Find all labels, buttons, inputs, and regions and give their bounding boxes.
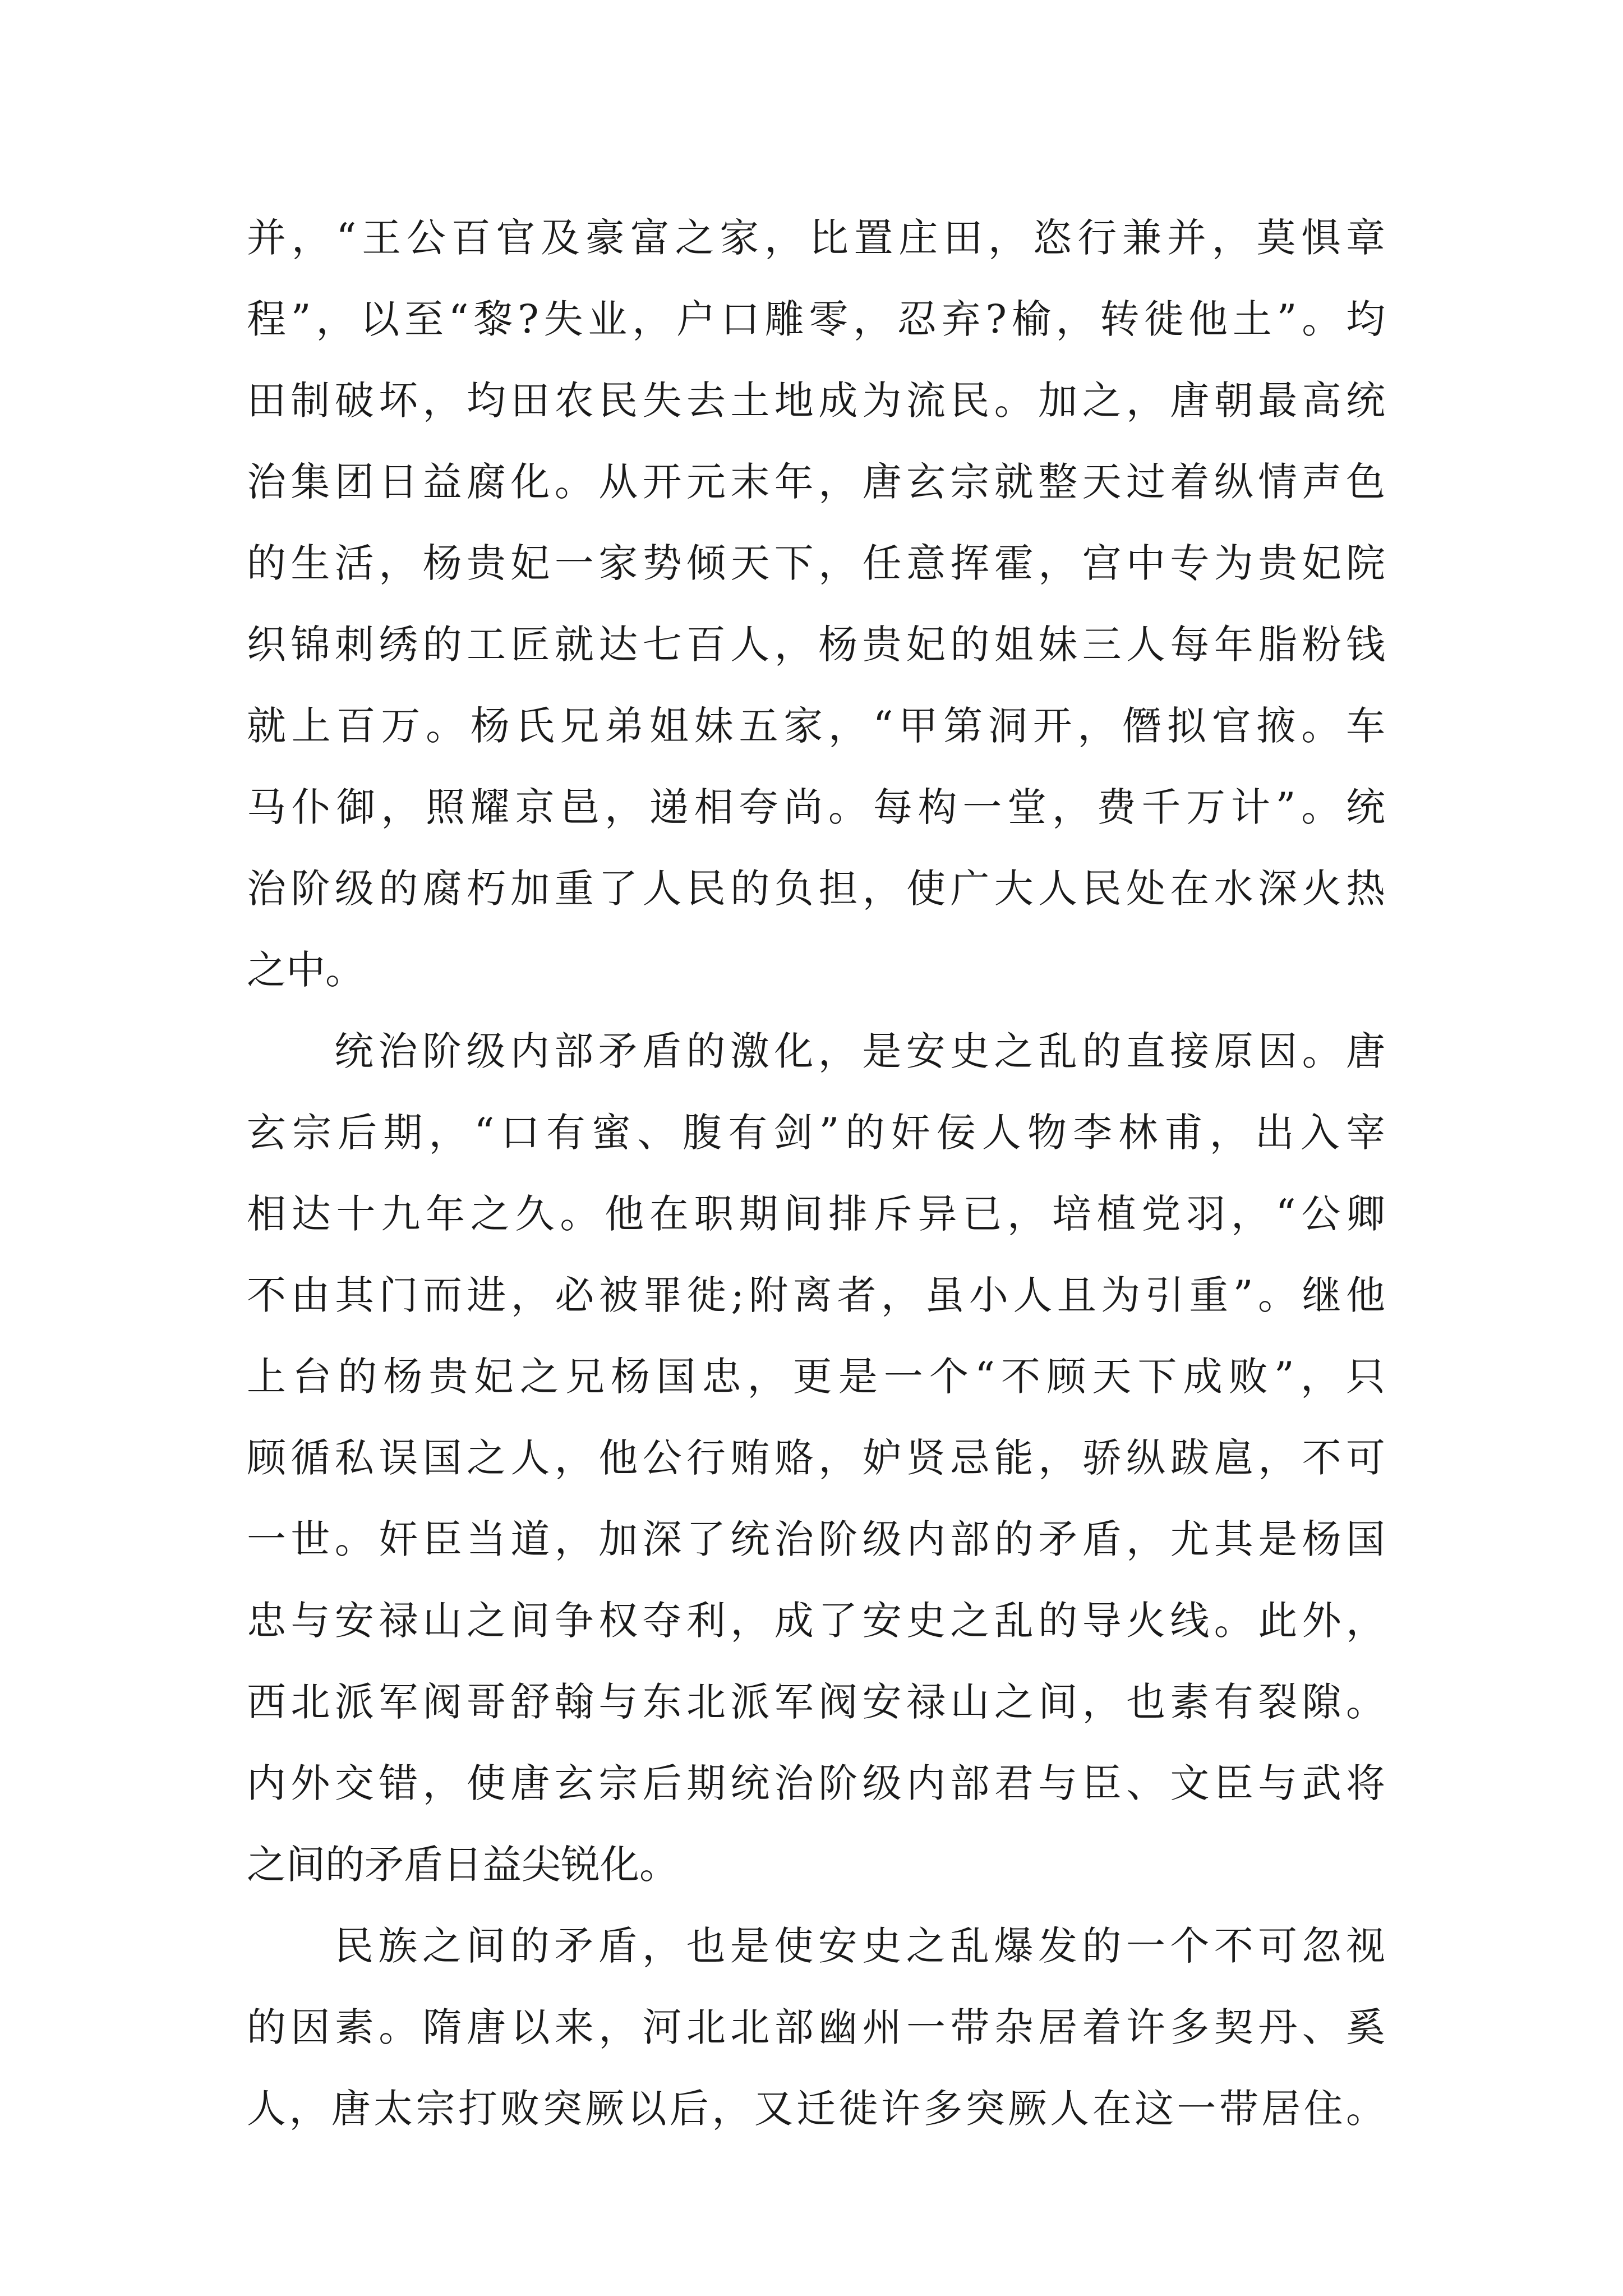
paragraph-1-line-5: 的生活，杨贵妃一家势倾天下，任意挥霍，宫中专为贵妃院 (247, 540, 1385, 586)
paragraph-2-line-2: 玄宗后期，“口有蜜、腹有剑”的奸佞人物李林甫，出入宰 (247, 1110, 1385, 1156)
paragraph-2-line-3: 相达十九年之久。他在职期间排斥异已，培植党羽，“公卿 (247, 1191, 1385, 1237)
paragraph-1-line-7: 就上百万。杨氏兄弟姐妹五家，“甲第洞开，僭拟官掖。车 (247, 703, 1385, 749)
paragraph-1-line-2: 程”，以至“黎?失业，户口雕零，忍弃?榆，转徙他土”。均 (247, 296, 1385, 342)
paragraph-2-line-4: 不由其门而进，必被罪徙;附离者，虽小人且为引重”。继他 (247, 1272, 1385, 1318)
paragraph-1-line-8: 马仆御，照耀京邑，递相夸尚。每构一堂，费千万计”。统 (247, 784, 1385, 830)
paragraph-2-line-8: 忠与安禄山之间争权夺利，成了安史之乱的导火线。此外， (247, 1598, 1385, 1644)
paragraph-2-line-10: 内外交错，使唐玄宗后期统治阶级内部君与臣、文臣与武将 (247, 1760, 1385, 1806)
paragraph-3-line-3: 人，唐太宗打败突厥以后，又迁徙许多突厥人在这一带居住。 (247, 2086, 1385, 2132)
body-text (247, 197, 1385, 2150)
paragraph-1-line-6: 织锦刺绣的工匠就达七百人，杨贵妃的姐妹三人每年脂粉钱 (247, 622, 1385, 668)
paragraph-1-line-4: 治集团日益腐化。从开元末年，唐玄宗就整天过着纵情声色 (247, 459, 1385, 505)
paragraph-2-line-9: 西北派军阀哥舒翰与东北派军阀安禄山之间，也素有裂隙。 (247, 1679, 1385, 1725)
paragraph-1-line-3: 田制破坏，均田农民失去土地成为流民。加之，唐朝最高统 (247, 378, 1385, 424)
paragraph-1-line-1: 并，“王公百官及豪富之家，比置庄田，恣行兼并，莫惧章 (247, 215, 1385, 261)
paragraph-2-line-5: 上台的杨贵妃之兄杨国忠，更是一个“不顾天下成败”，只 (247, 1354, 1385, 1400)
paragraph-2-line-6: 顾循私误国之人，他公行贿赂，妒贤忌能，骄纵跋扈，不可 (247, 1435, 1385, 1481)
paragraph-1-line-9: 治阶级的腐朽加重了人民的负担，使广大人民处在水深火热 (247, 866, 1385, 912)
paragraph-3-line-1: 民族之间的矛盾，也是使安史之乱爆发的一个不可忽视 (334, 1923, 1385, 1969)
paragraph-1-line-10: 之中。 (247, 947, 365, 993)
paragraph-2-line-7: 一世。奸臣当道，加深了统治阶级内部的矛盾，尤其是杨国 (247, 1516, 1385, 1562)
paragraph-3-line-2: 的因素。隋唐以来，河北北部幽州一带杂居着许多契丹、奚 (247, 2004, 1385, 2050)
paragraph-2-line-1: 统治阶级内部矛盾的激化，是安史之乱的直接原因。唐 (334, 1028, 1385, 1074)
paragraph-2-line-11: 之间的矛盾日益尖锐化。 (247, 1842, 679, 1888)
